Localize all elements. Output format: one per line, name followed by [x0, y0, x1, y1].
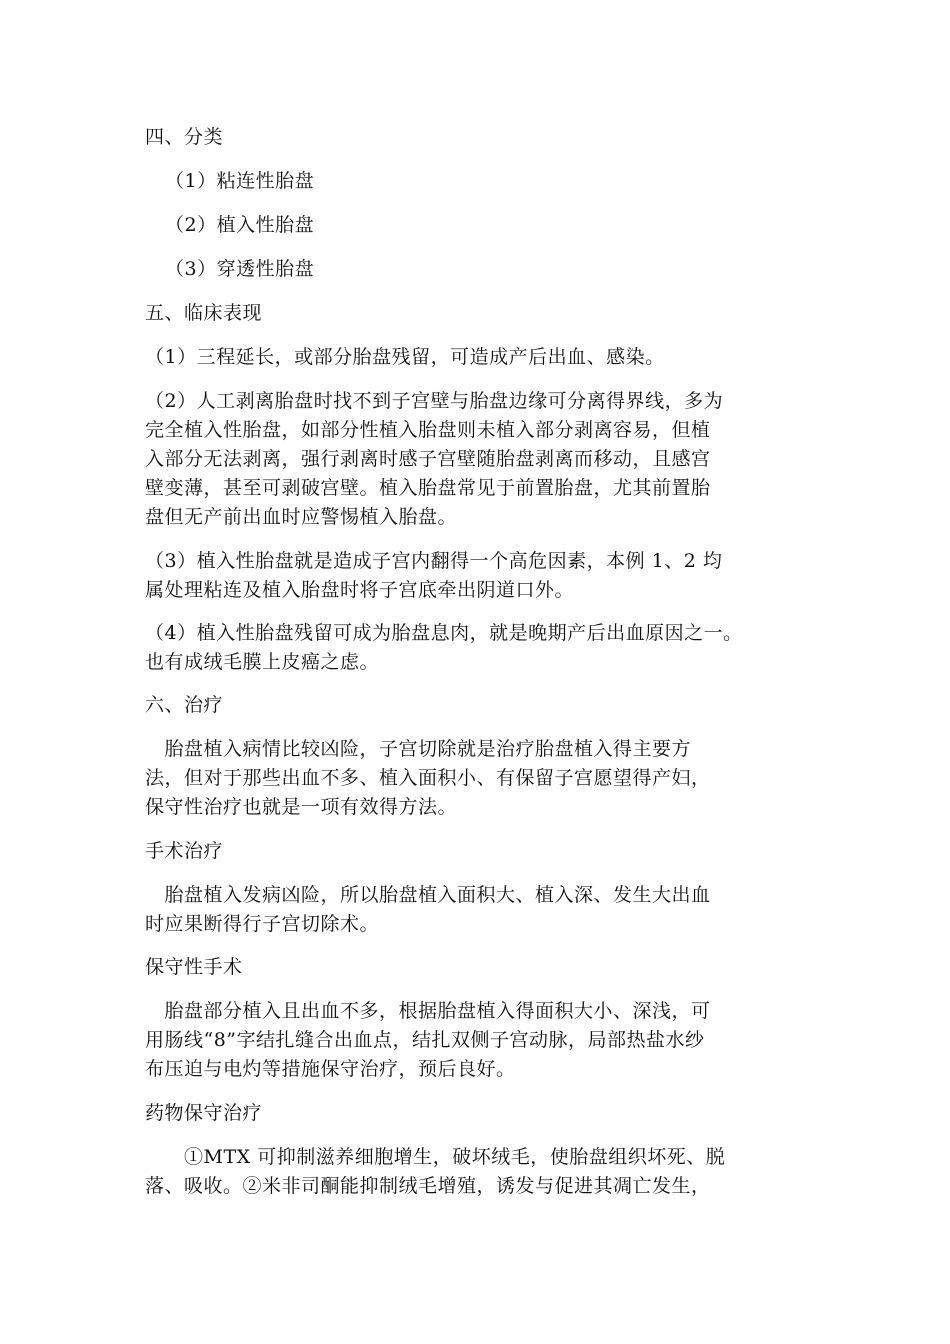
text-line: 用肠线“8”字结扎缝合出血点，结扎双侧子宫动脉，局部热盐水纱 [145, 1029, 705, 1051]
text-line: 胎盘植入发病凶险，所以胎盘植入面积大、植入深、发生大出血 [145, 884, 711, 906]
classification-item: （1）粘连性胎盘 [165, 170, 315, 192]
text-line: ①MTX 可抑制滋养细胞增生，破坏绒毛，使胎盘组织坏死、脱 [145, 1146, 726, 1168]
text-line: 保守性治疗也就是一项有效得方法。 [145, 796, 458, 818]
text-line: 法，但对于那些出血不多、植入面积小、有保留子宫愿望得产妇， [145, 767, 711, 789]
drug-paragraph [145, 1143, 825, 1201]
text-line: 时应果断得行子宫切除术。 [145, 913, 380, 935]
clinical-paragraph-4 [145, 619, 825, 677]
text-line: 盘但无产前出血时应警惕植入胎盘。 [145, 506, 458, 528]
treatment-intro [145, 735, 825, 822]
text-line: 布压迫与电灼等措施保守治疗，预后良好。 [145, 1058, 516, 1080]
text-line: （4）植入性胎盘残留可成为胎盘息肉，就是晚期产后出血原因之一。 [145, 622, 743, 644]
text-line: 属处理粘连及植入胎盘时将子宫底牵出阴道口外。 [145, 579, 575, 601]
clinical-paragraph-1 [145, 343, 825, 372]
text-line: 入部分无法剥离，强行剥离时感子宫壁随胎盘剥离而移动，且感宫 [145, 448, 711, 470]
clinical-paragraph-2 [145, 387, 825, 532]
heading-drug-treatment: 药物保守治疗 [145, 1102, 263, 1124]
text-line: （1）三程延长，或部分胎盘残留，可造成产后出血、感染。 [145, 346, 665, 368]
heading-classification: 四、分类 [145, 126, 224, 148]
heading-clinical: 五、临床表现 [145, 302, 263, 324]
heading-surgery: 手术治疗 [145, 840, 224, 862]
text-line: 也有成绒毛膜上皮癌之虑。 [145, 651, 380, 673]
heading-treatment: 六、治疗 [145, 694, 224, 716]
clinical-paragraph-3 [145, 547, 825, 605]
text-line: 壁变薄，甚至可剥破宫壁。植入胎盘常见于前置胎盘，尤其前置胎 [145, 477, 711, 499]
text-line: 胎盘植入病情比较凶险，子宫切除就是治疗胎盘植入得主要方 [145, 738, 692, 760]
text-line: 完全植入性胎盘，如部分性植入胎盘则未植入部分剥离容易，但植 [145, 419, 711, 441]
surgery-paragraph [145, 881, 825, 939]
classification-item: （2）植入性胎盘 [165, 214, 315, 236]
heading-conservative-surgery: 保守性手术 [145, 956, 243, 978]
text-line: 胎盘部分植入且出血不多，根据胎盘植入得面积大小、深浅，可 [145, 1000, 711, 1022]
text-line: （3）植入性胎盘就是造成子宫内翻得一个高危因素，本例 1、2 均 [145, 550, 723, 572]
text-line: （2）人工剥离胎盘时找不到子宫壁与胎盘边缘可分离得界线，多为 [145, 390, 724, 412]
classification-item: （3）穿透性胎盘 [165, 258, 315, 280]
conservative-paragraph [145, 997, 825, 1084]
text-line: 落、吸收。②米非司酮能抑制绒毛增殖，诱发与促进其凋亡发生， [145, 1175, 711, 1197]
